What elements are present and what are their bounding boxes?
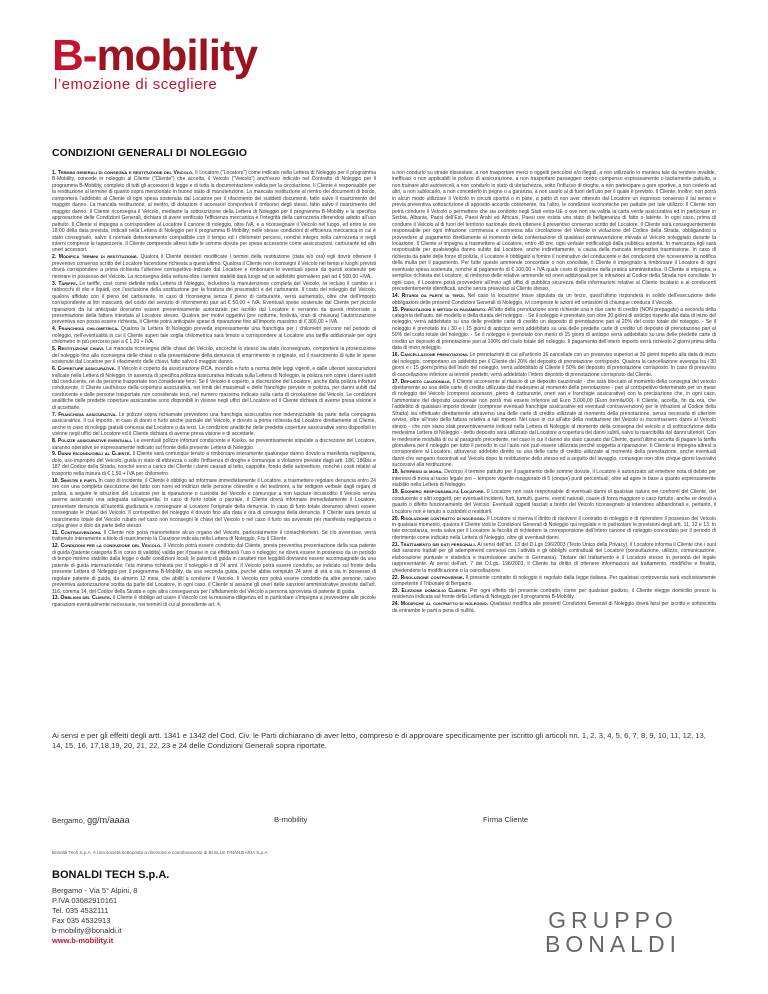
clause-text: Le prenotazioni di cui all’articolo 16 cancellate con un preavviso superiori ai 30 giorni rispetto alla data di inizio del noleggio, comportano un addebito per il Cliente del 20% del deposito di prenotazione corrisposto. Qualora la cancellazione avvenga tra i 30 giorni e i 15 giorni prima dell’inizio del noleggio, verrà addebitato al Cliente il 50% del deposito di prenotazione corrisposto. In caso di preavviso di cancellazione inferiore ai termini predetti, verrà addebitato l’intero deposito di prenotazione corrisposto dal Cliente. (392, 352, 716, 378)
clause-text: La mancata riconsegna delle chiavi del Veicolo, ancorché lo stesso sia stato riconsegnato, comporterà la prosecuzione del noleggio fino alla riconsegna delle chiavi o alla presentazione della denuncia di smarrimento in originale, ed il risarcimento di tutte le spese sostenute dal Locatore per il rifacimento delle chiavi, fatto salvo il maggior danno. (52, 346, 376, 366)
company-address: Bergamo - Via 5° Alpini, 8 (52, 886, 138, 895)
clause (392, 588, 716, 601)
clause (392, 469, 716, 488)
clause-heading: 3. Tariffe. (52, 280, 78, 287)
company-email[interactable]: b-mobility@bonaldi.it (52, 926, 122, 935)
clause (52, 254, 376, 280)
gruppo-logo-line1: GRUPPO (548, 907, 678, 933)
footnote: Bonaldi Tech S.p.A. è una società sottoposta a direzione e coordinamento di BI.ELLE FINANZIARIA S.p.A. (52, 850, 269, 855)
clause (52, 530, 376, 543)
clause-text: In caso di incidente, il Cliente è obbligo ad informare immediatamente il Locatore, a trasmettere regolare denuncia entro 24 ore con una completa descrizione del fatto con nomi ed indirizzi delle persone coinvolte e dei testimoni, a far redigere verbale dagli organi di polizia, a seguire le istruzioni del Locatore per la riparazione o custodia del Veicolo e comunque a non lasciare incustodito il Veicolo senza averne assicurato una adeguata salvaguardia. In caso di furto totale o parziale, il Cliente dovrà informare immediatamente il Locatore, presentare denuncia all’autorità giudiziaria e consegnare al Locatore l’originale della denuncia. In caso di furto totale dovranno altresì essere consegnate le chiavi del Veicolo. Il corrispettivo del noleggio è dovuto fino alla data e ora di consegna della denuncia. Il Cliente sarà tenuto al risarcimento totale del Veicolo rubato nel caso non riconsegni le chiavi del Veicolo o nel caso il furto sia avvenuto per manifesta negligenza o colpa grave o dolo da parte dello stesso. (52, 477, 376, 529)
client-signature-label: Firma Cliente (483, 815, 529, 824)
company-vat: P.IVA 03082910161 (52, 896, 118, 905)
clause (392, 575, 716, 588)
company-tel: Tel. 035 4532111 (52, 906, 109, 915)
clause-heading: 19. Esonero responsabilità Locatore. (392, 489, 485, 496)
clause-heading: 10. Sinistri e furti. (52, 477, 98, 484)
clause-heading: 20. Risoluzione contratto di noleggio. (392, 515, 486, 522)
clause-text: Le eventuali polizze infortuni conducente e Kasko, se preventivamente stipulate a discrezione del Locatore, saranno operative se espressamente indicato sul fronte della presente Lettera di Noleggio. (52, 438, 376, 451)
clause (52, 543, 376, 595)
clause-text: Le polizze sopra richiamate prevedono una franchigia assicurativa non indennizzabile da parte della compagnia assicuratrice, il cui importo, in caso di danni o furto anche parziale del Veicolo, è dovuto a prima richiesta dal Locatore direttamente al Cliente, anche in caso di noleggi gratuiti concessi dal Locatore o da terzi. Le condizioni analitiche delle predette coperture assicurative sono disponibili in visione negli uffici del Locatore ed il Cliente dichiara di averne presa visione e di accettarle. (52, 411, 376, 438)
clause-heading: 6. Coperture assicurative. (52, 366, 116, 373)
clause-heading: 5. Restituzione chiavi. (52, 346, 105, 353)
clause-text: Il presente contratto di noleggio è regolato dalla legge italiana. Per qualsiasi controversia sarà esclusivamente competente il Tribunale di Bergamo. (392, 574, 716, 588)
place-label: Bergamo, (52, 816, 85, 825)
clause-heading: 14. Ritardi da parte di terzi. (392, 293, 465, 300)
company-website-link[interactable]: www.b-mobility.it (52, 936, 114, 945)
clause-text: Il Locatore si riserva il diritto di risolvere il contratto di noleggio e di riprendere il possesso del Veicolo in qualsiasi momento, qualora il Cliente violi le Condizioni Generali di Noleggio qui regolate e in particolare le previsioni degli artt. 11, 12 e 13. In tale circostanza, resta salva per il Locatore la facoltà di richiedere la corresponsione dell’intero canone di noleggio concordato per il periodo di riferimento come indicato nella Lettera di Noleggio, oltre gli eventuali danni. (392, 515, 716, 541)
date-hint: gg/m/aaaa (87, 815, 130, 825)
clause (52, 326, 376, 345)
clause (52, 451, 376, 477)
clause (392, 601, 716, 614)
clause-text: Le tariffe, così come definite nella Lettera di Noleggio, includono la manutenzione completa del Veicolo, ivi incluso il cambio e i rabbocchi di olio e liquidi, con l’esclusione della sostituzione per la foratura dei pneumatici e del carburante. Il costo del noleggio del Veicolo, qualora affidato con il pieno del carburante, in caso di riconsegna senza il pieno di carburante, verrà aumentato, oltre che dell’importo corrispondente ai litri mancanti, del costo del servizio di rifornimento pari ad € 50,00 + IVA. Eventuali spese sostenute dal Cliente per piccole riparazioni da lui anticipate dovranno essere preventivamente autorizzate per iscritto dal Locatore e verranno da questi rimborsate a presentazione della fattura intestata al Locatore stesso. Qualora per motivi oggettivi (ore notturne, festività, orari di chiusura) l’autorizzazione preventiva non possa essere richiesta, il Cliente potrà anticipare spese di riparazione fino all’importo massimo di € 300,00 + IVA. (52, 280, 376, 326)
clause-text: Qualsiasi modifica alle presenti Condizioni Generali di Noleggio dovrà farsi per iscritto e sottoscritta da entrambe le parti a pena di nullità. (392, 601, 716, 614)
clause-heading: 4. Franchigia chilometrica. (52, 326, 119, 333)
clause-heading: 2. Modifica termini di restituzione. (52, 254, 138, 261)
clause-text: Il Cliente sarà comunque tenuto a rimborsare interamente qualunque danno dovuto a manifesta negligenza, dolo, uso improprio del Veicolo, guida in stato di ebbrezza o sotto l’influenza di droghe e comunque a violazioni previste dagli artt. 186, 186bis e 187 del Codice della Strada, nonché sono a carico del Cliente i danni causati al tetto, cappotte, fondo delle autovetture, nonché i costi relativi al trasporto nella misura di € 1,50 + IVA per chilometro. (52, 451, 376, 477)
clause-heading: 11. Contravvenzioni. (52, 529, 102, 536)
clause-text: Il Locatore non sarà responsabile di eventuali danni di qualsiasi natura nei confronti del Cliente, del conducente o altri soggetti, per eventuali incidenti, furti, tumulti, guerre, eventi naturali, cause di forza maggiore o caso fortuito, anche se dovuti a guasto o difetto funzionamento del Veicolo. Eventuali oggetti lasciati a bordo del Veicolo riconsegnato si intendono abbandonati e, pertanto, il Locatore non è tenuto a custodirli o restituirli. (392, 489, 716, 515)
clause-heading: 24. Modifiche al contratto di noleggio. (392, 601, 489, 608)
clause-heading: 1. Termini generali di consegna e restituzione del Veicolo. (52, 170, 194, 176)
clause-text: Il Locatore (“Locatore”) come indicato nella Lettera di Noleggio per il programma B-Mobility, concede in noleggio al Cliente (“Cliente”) che accetta, il Veicolo (“Veicolo”) anch’esso indicato nel Contratto di Noleggio per il programma B-Mobility, completo di tutti gli accessori di legge e di tutta la documentazione valida per la circolazione. Il Cliente è responsabile per la restituzione al termine di quanto sopra menzionato in buono stato di manutenzione. La mancata restituzione al rientro dei documenti di bordo, comporterà l’addebito al Cliente di ogni spesa sostenuta dal Locatore per il rifacimento dei suddetti documenti, fatto salvo il risarcimento del maggior danno. La mancata restituzione, al rientro, di dotazioni o accessori comporterà il rimborso degli stessi, fatto salvo il risarcimento del maggior danno. Il Cliente riconsegna il Veicolo, mediante la sottoscrizione della Lettera di Noleggio per il programma B-Mobility e la specifica approvazione delle Condizioni Generali, dichiara di avere verificato l’efficienza meccanica e l’integrità della carrozzeria riferendosi adatto all’uso pattuito. Il Cliente si impegna a corrispondere al Locatore il canone di noleggio, oltre IVA, e a riconsegnare il Veicolo nel luogo, ed entro le ore 18:00 della data prevista, indicati nella Lettera di Noleggio per il programma B-Mobility, nelle stesse condizioni di efficienza meccanica in cui è stato consegnato, salvo il normale deterioramento compatibile con il tempo ed i chilometri percorsi, nonché integro nella carrozzeria e negli interni comprese le tappezzerie. Il Cliente comprende altresì tutte le somme dovute per spese accessorie come assicurazioni, carburante ed altri oneri accessori. (52, 170, 376, 254)
clause-text: Qualora il Cliente desideri modificare i termini della restituzione (data e/o ora) egli dovrà ottenere il preventivo consenso scritto del Locatore facendone richiesta a quest’ultimo. Qualora il Cliente non riconsegni il Veicolo nei tempi e luoghi previsti dovrà corrispondere a prima richiesta l’ulteriore corrispettivo indicato dal Locatore e rimborsare le eventuali spese da questi sostenute per rientrare in possesso del Veicolo. La riconsegna della vettura oltre i termini stabiliti darà luogo ad un addebito giornaliero pari ad € 500,00 +IVA. (52, 254, 376, 280)
clause (392, 307, 716, 352)
clause-text: All’atto della prenotazione sono richieste una o due carte di credito (NON prepagate) a seconda della categoria dell’auto, del modello e della durata del noleggio. - Se il noleggio è prenotato con oltre 30 giorni di anticipo rispetto alla data di inizio del noleggio, verrà addebitato su una delle predette carte di credito un deposito di prenotazione pari al 20% del costo totale del noleggio. - Se il noleggio è prenotato tra i 30 e i 15 giorni di anticipo verrà addebitato su una delle predette carte di credito un deposito di prenotazione pari al 50% del costo totale del noleggio. - Se il noleggio è prenotato con meno di 15 giorni di anticipo verrà addebitato su una delle predette carte di credito un deposito di prenotazione pari al 100% del costo totale del noleggio. Il pagamento dell’intero importo verrà richiesto 2 giorni prima della data di inizio noleggio. (392, 306, 716, 352)
company-contact-block (52, 868, 169, 946)
clause-heading: 12. Condizioni per la conduzione del Veicolo. (52, 543, 162, 550)
clause-text: Il Veicolo è coperto da assicurazione RCA, incendio e furto a norma delle leggi vigenti, e dalle ulteriori assicurazioni indicate nella Lettera di Noleggio. In assenza di specifica polizza assicurativa indicata sulla Lettera di Noleggio, la polizza non copre i danni subiti dal conducente, né da persone trasportate non considerate terzi. Se il Veicolo è coperto, a discrezione del Locatore, anche dalla polizza infortuni conducente, il Cliente usufruisce della copertura assicurativa, nei limiti dei massimali e delle franchigie previste in polizza, per danni subiti dal conducente e dalle persone trasportate non considerate terzi, nel numero massimo indicato sulla carta di circolazione del Veicolo. Le condizioni analitiche delle predette coperture assicurative sono disponibili in visione negli uffici del Locatore ed il Cliente dichiara di averne presa visione e di accettarle. (52, 366, 376, 411)
clause-text: Il Cliente non potrà manomettere alcun organo del Veicolo, particolarmente il contachilometri. Se ciò avvenisse, verrà trattenuto interamente a titolo di risarcimento la Cauzione indicata nella Lettera di Noleggio, F.to il Cliente (52, 529, 376, 543)
conditions-right-column (392, 170, 716, 718)
clause-heading: 9. Danni riconducibili al Cliente. (52, 451, 131, 458)
company-fax: Fax 035 4532913 (52, 916, 111, 925)
clause (52, 346, 376, 365)
company-name: BONALDI TECH S.p.A. (52, 869, 170, 881)
clause (52, 281, 376, 326)
clause (392, 293, 716, 306)
clause-heading: 8. Polizze assicurative eventuali. (52, 438, 133, 445)
clause-text: a non condurlo su strade dissestate, a non trasportare merci o oggetti pericolosi e/o illegali, a non utilizzarlo in maniera tale da rendere invalide, inefficaci o non applicabili le polizze di assicurazione, a non trasportare passeggeri contro compenso espressamente o tacitamente pattuito, a non trainare altri autoveicoli, a non condurlo in stato di ubriachezza, sotto l’influsso di droghe, a non partecipare a gare sportive, a non cederlo ad altri, a non sublocarlo, a non concederlo in pegno o a garanzia, a non usarlo al di fuori dell’uso per il quale è previsto. Il Cliente, inoltre, non potrà in alcun modo utilizzare il Veicolo in circuiti sportivi o in piste, a patto di non aver ottenuto dal Locatore un espresso consenso il tal senso e previa preventiva sottoscrizione di apposito accordo contenente, tra l’altro, le condizioni economiche per pattuite per tale utilizzo. Il Cliente non potrà condurre il Veicolo o permettere che sia condotto negli Stati extra-UE o ove non sia valida la carta verde assicurativa ed in particolare in Serbia, Albania, Paesi dell’Est, Paesi Arabi ed Africani, Paesi ove esista uno stato di belligeranza di fatto o latente. In ogni caso, prima di condurre il Veicolo al di fuori del territorio nazionale dovrà ottenere il preventivo consenso scritto del Locatore. Il Cliente sarà conseguentemente responsabile per ogni infrazione commessa e connessa alla circolazione del Veicolo in violazione del Codice della Strada, obbligandosi a provvedere al pagamento direttamente al momento della contestazione di qualsiasi contravvenzione elevata al Veicolo noleggiato durante la locazione. Il Cliente si impegna a trasmettere al Locatore, entro 48 ore, ogni verbale notificatogli dalla pubblica autorità. In mancanza egli sarà responsabile per qualsivoglia danno subito dal Locatore, anche indirettamente, a causa della mancata tempestiva trasmissione. In caso di richiesta da parte delle forze di polizia, il Locatore è obbligato a fornire il nominativo del conducente e dei conducenti che riceveranno la notifica della multa per il pagamento. Per tutte queste ammende concordate o non conciliate, il Cliente è impegnato a rimborsare il Locatore di ogni eventuale spesa sostenuta, nonché al pagamento di € 100,00 + IVA quale costo di gestione della pratica amministrativa. Il Cliente si impegna, a semplice richiesta del Locatore, al rimborso delle relative ammende ed oneri addizionali per le infrazioni al Codice della Strada non conciliate. In ogni caso, il Locatore potrà provvedere all’invio agli uffici di pubblica sicurezza delle informazioni relative al Cliente locatario e ai conducenti precedentemente identificati, anche senza preavviso al Cliente stesso. (392, 170, 716, 293)
document-title: CONDIZIONI GENERALI DI NOLEGGIO (52, 147, 248, 159)
place-date-field (52, 815, 130, 825)
clause-heading: 13. Obblighi del Cliente. (52, 595, 112, 602)
logo-wordmark: B-mobility (52, 31, 258, 80)
clause-text: Ai sensi dell’art. 13 del D.Lgs 196/2003 (Testo Unico della Privacy), il Locatore informa il Cliente che i suoi dati saranno trattati per gli adempimenti connessi con l’attività e gli obblighi contrattuali del Locatore (consultazione, utilizzo, comunicazione, elaborazione puntuale e statistica e trasmissione anche in Germania). Titolare del trattamento è il Locatore stesso in persona del legale rappresentante. Ai sensi dell’art. 7 del D.Lgs. 196/2003, il Cliente ha diritto di ottenere informazioni sul trattamento, modifiche e finalità, chiedendone la modificazione o la cancellazione. (392, 541, 716, 574)
clause-text: Il Cliente acconsente al rilascio di un deposito cauzionale - che sarà bloccato al momento della consegna del veicolo direttamente su una delle carte di credito utilizzate dal medesimo al momento della prenotazione - pari al corrispettivo determinato per un mese di noleggio del Veicolo (compresi accessori, pieno di carburante, oneri vari e franchigie assicurative) con la precisazione che, in ogni caso, l’ammontare del deposito cauzionale non potrà mai essere inferiore ad Euro 3.000,00 (Euro tremila/00). Il Cliente, accetta, fin da ora, che l’addebito di qualsiasi importo dovuto (comprese eventuali franchigie assicurative ed eventuali contravvenzioni) per le infrazioni al Codice della Strada) sia effettuato direttamente attraverso una delle carte di credito utilizzate al momento della prenotazione, senza necessità di ulteriore avviso, oltre all’invio della fattura relativa a tali importi. Nel caso in cui all’atto della restituzione del Veicolo si riscontrassero danni al Veicolo stesso - che non siano stati preventivamente indicati nella Lettera di Noleggio al momento della consegna del veicolo e di sottoscrizione della medesima Lettera di Noleggio - detto deposito sarà utilizzato dal Locatore a copertura dei danni subiti, salvo la risarcibilità del danni ulteriori. Con le medesime modalità di cu al paragrafo precedente, nel caso in cui il danno sia stato causato dal Cliente, quest’ultimo accetta di pagare la tariffa giornaliera per il noleggio per tutto il periodo in cui l’auto non può essere utilizzata perché soggetta a riparazione. Il Cliente si impegna altresì a corrispondere al Locatore, attraverso addebito diretto su una delle carte di credito utilizzate al momento della prenotazione, anche eventuali danni che vengano riscontrati sul Veicolo dopo la restituzione dello stesso ed a seguito del lavaggio, comunque non oltre cinque giorni lavorativi successivi alla restituzione. (392, 378, 716, 469)
clause-heading: 15. Prenotazioni e metodi di pagamento. (392, 306, 487, 313)
clause (392, 352, 716, 378)
logo-tagline: l’emozione di scegliere (54, 76, 218, 93)
clause-text: Decorso il termine pattuito per il pagamento delle somme dovute, il Locatore è autorizzato ad emettere nota di debito per interessi di mora al tasso legale pro – tempore vigente maggiorato di 5 (cinque) punti percentuali, oltre ad agire in base a quanto espressamente stabilito nella Lettera di Noleggio. (392, 469, 716, 489)
clause-heading: 17. Deposito cauzionale. (392, 378, 452, 385)
clause (52, 366, 376, 411)
clause-heading: 22. Risoluzione controversie. (392, 574, 464, 581)
gruppo-logo-line2: BONALDI (545, 931, 681, 957)
gruppo-bonaldi-logo (545, 908, 681, 956)
clause (392, 516, 716, 542)
clause (52, 412, 376, 438)
clause-text: Qualora la Lettera di Noleggio preveda espressamente una franchigia per i chilometri percorsi nel periodo di noleggio, nell’eventualità in cui il Cliente superi tale soglia chilometrica sarà tenuto a corrispondere al Locatore una tariffa addizionale per ogni chilometro in più percorso pari a € 1,20 + IVA. (52, 326, 376, 346)
clause (392, 542, 716, 574)
clause (52, 478, 376, 530)
clause (392, 379, 716, 469)
clause (392, 489, 716, 515)
b-mobility-logo (52, 31, 258, 93)
clause-heading: 7. Franchigia assicurativa. (52, 411, 117, 418)
clause-heading: 16. Cancellazione prenotazioni. (392, 352, 469, 359)
clause-heading: 23. Elezione domicilio Cliente. (392, 588, 468, 594)
approval-statement: Ai sensi e per gli effetti degli artt. 1341 e 1342 del Cod. Civ. le Parti dichiarano di aver letto, compreso e di approvare specificamente per iscritto gli articoli nn. 1, 2, 3, 4, 5, 6, 7, 8, 9, 10, 11, 12, 13, 14, 15, 16, 17,18,19, 20, 21, 22, 23 e 24 delle Condizioni Generali sopra riportate. (52, 731, 706, 750)
clause (52, 595, 376, 608)
conditions-body (52, 170, 716, 718)
conditions-left-column (52, 170, 376, 718)
clause-text: Il Cliente è obbligo ad usare il Veicolo con la massima diligenza ed in particolare s’impegna a provvedere alle piccole riparazioni eventualmente necessarie, nei termini di cui al precedente art. 4, (52, 595, 376, 608)
clause (392, 170, 716, 293)
clause-heading: 21. Trattamento dei dati personali. (392, 541, 476, 548)
clause-heading: 18. Interessi di mora. (392, 469, 443, 476)
clause (52, 438, 376, 451)
clause-text: Il Veicolo potrà essere condotto dal Cliente, previa preventiva presentazione della sua patente di guida (patente categoria B in corso di validità) valida per il paese in cui effettuerà l’uso o noleggio; ne dovrà essere in possesso da un periodo di tempo minimo stabilito dalla legge o dalle condizioni locali; le patenti di guida in caratteri non leggibili dovranno essere accompagnate da una patente di guida internazionale; l’età minima richiesta per il noleggio è di 24 anni. Il Veicolo potrà essere condotto, se indicato sul fronte della presente Lettera di Noleggio per il programma B-Mobility, da una seconda guida, purché abbia compiuto 24 anni di età e sia in possesso di regolare patente di guida, da almeno 12 mesi, che abiliti a condurre il Veicolo. Il Veicolo non potrà essere condotto da altre persone, salvo preventiva autorizzazione scritta da parte del Locatore, in ogni caso, il Cliente si assume gli oneri delle sanzioni amministrative previste dall’art. 116, comma 14, del Codice della Strada e ogni altra conseguenza per l’affidamento del Veicolo a persona sprovvista di patente di guida. (52, 543, 376, 595)
clause (52, 170, 376, 254)
clause-text: Per ogni effetto del presente contratto, come per qualsiasi giudizio, il Cliente elegge domicilio presso la residenza indicata sul fronte della Lettera di Noleggio per il programma B-Mobility. (392, 588, 716, 601)
company-signature-label: B-mobility (274, 815, 308, 824)
signature-row (52, 815, 716, 829)
clause-text: Nel caso la locazione fosse stipulata da un terzo, quest’ultimo risponderà in solido dell’esecuzione delle obbligazioni delle presenti Condizioni Generali di Noleggio, ivi comprese le azioni ed omissioni di chiunque conduca il Veicolo. (392, 293, 716, 306)
